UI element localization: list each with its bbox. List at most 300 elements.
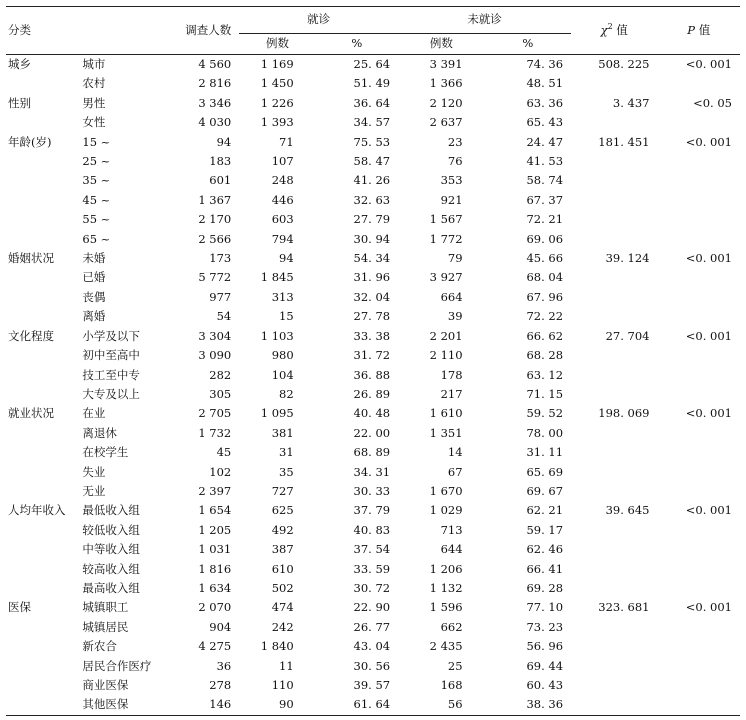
table-row	[6, 443, 740, 462]
visited-percent-cell: 27. 78	[353, 309, 391, 324]
visited-percent-cell: 75. 53	[353, 134, 391, 149]
table-row	[6, 288, 740, 307]
visited-percent-cell: 26. 77	[353, 619, 391, 634]
table-row	[6, 307, 740, 326]
not-visited-count-cell: 713	[440, 522, 463, 537]
category-cell	[6, 657, 76, 676]
visited-percent-cell: 39. 57	[353, 678, 391, 692]
chi-square-cell	[571, 560, 657, 579]
not-visited-count-cell: 1 206	[429, 561, 463, 576]
table-row	[6, 540, 740, 559]
chi-square-cell	[571, 74, 657, 93]
not-visited-count-cell: 2 120	[429, 95, 463, 110]
not-visited-percent-cell: 68. 28	[526, 348, 564, 363]
visited-percent-cell: 31. 72	[353, 348, 391, 363]
visited-count-cell: 1 169	[260, 57, 294, 71]
header-chi-square: $\chi^2$ 值	[571, 7, 657, 55]
category-cell	[6, 463, 76, 482]
visited-count-cell: 474	[271, 600, 294, 615]
surveyed-cell: 36	[216, 658, 232, 673]
header-not-visited-percent: %	[522, 36, 534, 51]
visited-count-cell: 381	[271, 425, 294, 440]
p-value-cell	[658, 230, 741, 249]
not-visited-percent-cell: 77. 10	[526, 600, 564, 615]
p-value-cell: <0. 001	[685, 328, 732, 343]
not-visited-percent-cell: 69. 06	[526, 231, 564, 246]
p-value-cell	[658, 657, 741, 676]
category-cell	[6, 443, 76, 462]
not-visited-percent-cell: 69. 44	[526, 658, 564, 673]
visited-count-cell: 1 840	[260, 639, 294, 654]
visited-percent-cell: 43. 04	[353, 639, 391, 654]
visited-count-cell: 107	[271, 154, 294, 169]
category-cell	[6, 288, 76, 307]
chi-square-cell: 323. 681	[598, 600, 650, 615]
visited-percent-cell: 32. 04	[353, 289, 391, 304]
not-visited-count-cell: 1 610	[429, 406, 463, 421]
not-visited-percent-cell: 48. 51	[526, 76, 564, 91]
not-visited-percent-cell: 65. 69	[526, 464, 564, 479]
subcategory-cell: 最高收入组	[82, 580, 140, 595]
p-value-cell: <0. 001	[685, 503, 732, 518]
not-visited-percent-cell: 58. 74	[526, 173, 564, 188]
visited-count-cell: 625	[271, 503, 294, 518]
subcategory-cell: 城镇居民	[82, 619, 129, 634]
header-visited-percent: %	[351, 36, 363, 51]
not-visited-percent-cell: 66. 41	[526, 561, 564, 576]
category-cell	[6, 540, 76, 559]
category-cell	[6, 230, 76, 249]
header-visited-cases: 例数	[265, 36, 289, 51]
visited-count-cell: 610	[271, 561, 294, 576]
visited-count-cell: 603	[271, 212, 294, 227]
visited-count-cell: 1 393	[260, 115, 294, 130]
category-cell: 文化程度	[8, 328, 54, 343]
chi-square-cell	[571, 463, 657, 482]
not-visited-count-cell: 2 637	[429, 115, 463, 130]
category-cell: 医保	[8, 600, 31, 615]
p-value-cell	[658, 463, 741, 482]
category-cell	[6, 579, 76, 598]
subcategory-cell: 城市	[82, 57, 106, 71]
not-visited-percent-cell: 31. 11	[526, 445, 564, 460]
surveyed-cell: 282	[209, 367, 232, 382]
surveyed-cell: 1 367	[198, 192, 232, 207]
visited-count-cell: 446	[271, 192, 294, 207]
subcategory-cell: 小学及以下	[82, 328, 140, 343]
chi-square-cell	[571, 657, 657, 676]
category-cell	[6, 424, 76, 443]
surveyed-cell: 305	[209, 386, 232, 401]
not-visited-count-cell: 921	[440, 192, 463, 207]
p-value-cell	[658, 288, 741, 307]
chi-square-cell	[571, 637, 657, 656]
not-visited-count-cell: 644	[440, 542, 463, 557]
table-row	[6, 113, 740, 132]
chi-square-cell	[571, 540, 657, 559]
chi-square-cell: 3. 437	[612, 95, 650, 110]
not-visited-percent-cell: 67. 37	[526, 192, 564, 207]
not-visited-percent-cell: 41. 53	[526, 154, 564, 169]
subcategory-cell: 无业	[82, 483, 106, 498]
p-value-cell: <0. 001	[685, 251, 732, 266]
category-cell	[6, 482, 76, 501]
category-cell	[6, 366, 76, 385]
not-visited-percent-cell: 65. 43	[526, 115, 564, 130]
table-row	[6, 676, 740, 695]
surveyed-cell: 1 732	[198, 425, 232, 440]
chi-square-cell	[571, 385, 657, 404]
visited-percent-cell: 40. 83	[353, 522, 391, 537]
surveyed-cell: 3 090	[198, 348, 232, 363]
visited-percent-cell: 33. 59	[353, 561, 391, 576]
visited-percent-cell: 36. 64	[353, 95, 391, 110]
chi-square-cell: 39. 124	[605, 251, 650, 266]
not-visited-count-cell: 1 366	[429, 76, 463, 91]
subcategory-cell: 未婚	[82, 251, 106, 266]
subcategory-cell: 新农合	[82, 639, 117, 654]
table-row	[6, 55, 740, 75]
visited-count-cell: 313	[271, 289, 294, 304]
not-visited-count-cell: 1 596	[429, 600, 463, 615]
not-visited-percent-cell: 72. 22	[526, 309, 564, 324]
not-visited-count-cell: 353	[440, 173, 463, 188]
visited-percent-cell: 51. 49	[353, 76, 391, 91]
not-visited-count-cell: 2 201	[429, 328, 463, 343]
not-visited-count-cell: 2 110	[429, 348, 463, 363]
visited-percent-cell: 30. 94	[353, 231, 391, 246]
chi-square-cell	[571, 424, 657, 443]
category-cell	[6, 346, 76, 365]
visited-percent-cell: 31. 96	[353, 270, 391, 285]
surveyed-cell: 2 816	[198, 76, 232, 91]
chi-square-cell	[571, 171, 657, 190]
p-value-cell	[658, 540, 741, 559]
not-visited-percent-cell: 66. 62	[526, 328, 564, 343]
not-visited-percent-cell: 59. 52	[526, 406, 564, 421]
subcategory-cell: 初中至高中	[82, 348, 140, 363]
visited-percent-cell: 25. 64	[353, 57, 391, 71]
subcategory-cell: 失业	[82, 464, 106, 479]
category-cell	[6, 171, 76, 190]
table-row	[6, 346, 740, 365]
surveyed-cell: 94	[216, 134, 232, 149]
subcategory-cell: 农村	[82, 76, 106, 91]
surveyed-cell: 183	[209, 154, 232, 169]
visited-percent-cell: 36. 88	[353, 367, 391, 382]
p-value-cell	[658, 366, 741, 385]
surveyed-cell: 1 634	[198, 580, 232, 595]
category-cell: 就业状况	[8, 406, 54, 421]
p-value-cell: <0. 001	[685, 406, 732, 421]
not-visited-count-cell: 14	[447, 445, 463, 460]
table-row	[6, 695, 740, 715]
not-visited-percent-cell: 38. 36	[526, 697, 564, 712]
table-body	[6, 55, 740, 716]
subcategory-cell: 中等收入组	[82, 542, 140, 557]
table-row	[6, 579, 740, 598]
visited-count-cell: 248	[271, 173, 294, 188]
surveyed-cell: 2 566	[198, 231, 232, 246]
not-visited-percent-cell: 56. 96	[526, 639, 564, 654]
not-visited-count-cell: 76	[447, 154, 463, 169]
p-value-cell	[658, 443, 741, 462]
visited-percent-cell: 33. 38	[353, 328, 391, 343]
surveyed-cell: 1 654	[198, 503, 232, 518]
not-visited-percent-cell: 69. 28	[526, 580, 564, 595]
surveyed-cell: 2 070	[198, 600, 232, 615]
not-visited-percent-cell: 73. 23	[526, 619, 564, 634]
visited-percent-cell: 40. 48	[353, 406, 391, 421]
chi-square-cell	[571, 191, 657, 210]
category-cell: 性别	[8, 95, 31, 110]
table-row	[6, 191, 740, 210]
chi-square-cell: 181. 451	[598, 134, 650, 149]
not-visited-percent-cell: 69. 67	[526, 483, 564, 498]
surveyed-cell: 1 816	[198, 561, 232, 576]
visited-count-cell: 980	[271, 348, 294, 363]
table-row	[6, 521, 740, 540]
not-visited-percent-cell: 71. 15	[526, 386, 564, 401]
p-value-cell: <0. 05	[693, 95, 732, 110]
subcategory-cell: 在业	[82, 406, 106, 421]
p-value-cell	[658, 268, 741, 287]
chi-square-cell	[571, 579, 657, 598]
visited-percent-cell: 22. 90	[353, 600, 391, 615]
subcategory-cell: 城镇职工	[82, 600, 129, 615]
chi-square-cell	[571, 268, 657, 287]
not-visited-percent-cell: 63. 36	[526, 95, 564, 110]
not-visited-count-cell: 178	[440, 367, 463, 382]
subcategory-cell: 65 ~	[82, 231, 111, 246]
visited-count-cell: 1 103	[260, 328, 294, 343]
chi-square-cell: 508. 225	[598, 57, 650, 71]
not-visited-count-cell: 662	[440, 619, 463, 634]
category-cell	[6, 385, 76, 404]
category-cell	[6, 74, 76, 93]
p-value-cell	[658, 113, 741, 132]
visited-count-cell: 71	[279, 134, 294, 149]
subcategory-cell: 较低收入组	[82, 522, 140, 537]
p-value-cell: <0. 001	[685, 134, 732, 149]
subcategory-cell: 45 ~	[82, 192, 111, 207]
chi-square-cell	[571, 443, 657, 462]
surveyed-cell: 4 030	[198, 115, 232, 130]
table-row	[6, 230, 740, 249]
p-value-cell	[658, 74, 741, 93]
surveyed-cell: 4 560	[198, 57, 232, 71]
table-row	[6, 618, 740, 637]
chi-square-cell	[571, 307, 657, 326]
table-row	[6, 598, 740, 617]
chi-square-cell: 198. 069	[598, 406, 650, 421]
visited-count-cell: 11	[279, 658, 294, 673]
visited-percent-cell: 37. 79	[353, 503, 391, 518]
chi-square-cell	[571, 346, 657, 365]
visited-percent-cell: 30. 33	[353, 483, 391, 498]
category-cell	[6, 637, 76, 656]
not-visited-count-cell: 1 772	[429, 231, 463, 246]
visited-count-cell: 794	[271, 231, 294, 246]
p-value-cell	[658, 482, 741, 501]
visited-percent-cell: 68. 89	[353, 445, 391, 460]
surveyed-cell: 2 170	[198, 212, 232, 227]
chi-square-cell	[571, 618, 657, 637]
subcategory-cell: 25 ~	[82, 154, 111, 169]
not-visited-count-cell: 67	[447, 464, 463, 479]
not-visited-count-cell: 217	[440, 386, 463, 401]
not-visited-percent-cell: 78. 00	[526, 425, 564, 440]
header-not-visited-cases: 例数	[429, 36, 453, 51]
visited-count-cell: 1 450	[260, 76, 294, 91]
subcategory-cell: 技工至中专	[82, 367, 140, 382]
visited-percent-cell: 22. 00	[353, 425, 391, 440]
chi-square-cell	[571, 152, 657, 171]
subcategory-cell: 丧偶	[82, 289, 106, 304]
header-not-visited: 未就诊	[398, 7, 571, 34]
visited-count-cell: 1 226	[260, 95, 294, 110]
not-visited-count-cell: 23	[447, 134, 463, 149]
not-visited-count-cell: 56	[447, 697, 463, 712]
visited-percent-cell: 61. 64	[353, 697, 391, 712]
p-value-cell	[658, 637, 741, 656]
not-visited-percent-cell: 74. 36	[526, 57, 564, 71]
visited-percent-cell: 30. 56	[353, 658, 391, 673]
chi-square-cell: 39. 645	[605, 503, 650, 518]
not-visited-count-cell: 2 435	[429, 639, 463, 654]
chi-square-cell	[571, 482, 657, 501]
category-cell: 年龄(岁)	[8, 134, 52, 149]
not-visited-percent-cell: 59. 17	[526, 522, 564, 537]
surveyed-cell: 904	[209, 619, 232, 634]
table-row	[6, 74, 740, 93]
subcategory-cell: 女性	[82, 115, 106, 130]
p-value-cell	[658, 695, 741, 715]
table-row	[6, 385, 740, 404]
surveyed-cell: 146	[209, 697, 232, 712]
category-cell	[6, 307, 76, 326]
category-cell	[6, 152, 76, 171]
not-visited-percent-cell: 60. 43	[526, 678, 564, 692]
visited-count-cell: 31	[279, 445, 294, 460]
not-visited-count-cell: 3 927	[429, 270, 463, 285]
subcategory-cell: 男性	[82, 95, 106, 110]
table-row	[6, 133, 740, 152]
surveyed-cell: 278	[209, 678, 232, 692]
visited-percent-cell: 34. 31	[353, 464, 391, 479]
visited-percent-cell: 34. 57	[353, 115, 391, 130]
statistics-table	[6, 6, 740, 716]
not-visited-percent-cell: 62. 21	[526, 503, 564, 518]
table-row	[6, 152, 740, 171]
category-cell: 人均年收入	[8, 503, 66, 518]
visited-count-cell: 110	[271, 678, 294, 692]
visited-percent-cell: 32. 63	[353, 192, 391, 207]
table-row	[6, 482, 740, 501]
surveyed-cell: 977	[209, 289, 232, 304]
visited-percent-cell: 26. 89	[353, 386, 391, 401]
visited-count-cell: 727	[271, 483, 294, 498]
subcategory-cell: 大专及以上	[82, 386, 140, 401]
subcategory-cell: 商业医保	[82, 678, 129, 692]
table-row	[6, 366, 740, 385]
visited-count-cell: 492	[271, 522, 294, 537]
subcategory-cell: 离婚	[82, 309, 106, 324]
surveyed-cell: 2 705	[198, 406, 232, 421]
category-cell	[6, 268, 76, 287]
header-p-value: P 值	[658, 7, 741, 55]
visited-count-cell: 35	[279, 464, 294, 479]
category-cell	[6, 560, 76, 579]
chi-square-cell	[571, 113, 657, 132]
surveyed-cell: 4 275	[198, 639, 232, 654]
category-cell	[6, 210, 76, 229]
p-value-cell	[658, 560, 741, 579]
table-row	[6, 210, 740, 229]
not-visited-count-cell: 1 567	[429, 212, 463, 227]
visited-count-cell: 90	[279, 697, 294, 712]
not-visited-count-cell: 1 132	[429, 580, 463, 595]
visited-count-cell: 387	[271, 542, 294, 557]
p-value-cell	[658, 579, 741, 598]
p-value-cell	[658, 210, 741, 229]
not-visited-percent-cell: 67. 96	[526, 289, 564, 304]
not-visited-percent-cell: 62. 46	[526, 542, 564, 557]
p-value-cell	[658, 385, 741, 404]
not-visited-percent-cell: 24. 47	[526, 134, 564, 149]
chi-square-cell	[571, 676, 657, 695]
category-cell: 城乡	[8, 57, 31, 71]
not-visited-count-cell: 664	[440, 289, 463, 304]
surveyed-cell: 102	[209, 464, 232, 479]
visited-percent-cell: 54. 34	[353, 251, 391, 266]
not-visited-count-cell: 1 670	[429, 483, 463, 498]
table-row	[6, 249, 740, 268]
subcategory-cell: 离退休	[82, 425, 117, 440]
chi-square-cell	[571, 521, 657, 540]
chi-square-cell	[571, 230, 657, 249]
visited-count-cell: 104	[271, 367, 294, 382]
p-value-cell	[658, 152, 741, 171]
surveyed-cell: 45	[216, 445, 232, 460]
subcategory-cell: 其他医保	[82, 697, 129, 712]
visited-count-cell: 94	[279, 251, 294, 266]
header-surveyed: 调查人数	[173, 7, 239, 55]
visited-percent-cell: 58. 47	[353, 154, 391, 169]
surveyed-cell: 3 304	[198, 328, 232, 343]
subcategory-cell: 在校学生	[82, 445, 129, 460]
category-cell: 婚姻状况	[8, 251, 54, 266]
table-row	[6, 560, 740, 579]
visited-count-cell: 82	[279, 386, 294, 401]
category-cell	[6, 521, 76, 540]
visited-percent-cell: 27. 79	[353, 212, 391, 227]
not-visited-percent-cell: 63. 12	[526, 367, 564, 382]
visited-percent-cell: 37. 54	[353, 542, 391, 557]
p-value-cell	[658, 618, 741, 637]
subcategory-cell: 居民合作医疗	[82, 658, 152, 673]
chi-square-cell	[571, 210, 657, 229]
not-visited-percent-cell: 72. 21	[526, 212, 564, 227]
surveyed-cell: 1 031	[198, 542, 232, 557]
surveyed-cell: 5 772	[198, 270, 232, 285]
subcategory-cell: 最低收入组	[82, 503, 140, 518]
p-value-cell: <0. 001	[685, 600, 732, 615]
visited-percent-cell: 30. 72	[353, 580, 391, 595]
p-value-cell	[658, 307, 741, 326]
p-value-cell	[658, 191, 741, 210]
visited-count-cell: 1 845	[260, 270, 294, 285]
